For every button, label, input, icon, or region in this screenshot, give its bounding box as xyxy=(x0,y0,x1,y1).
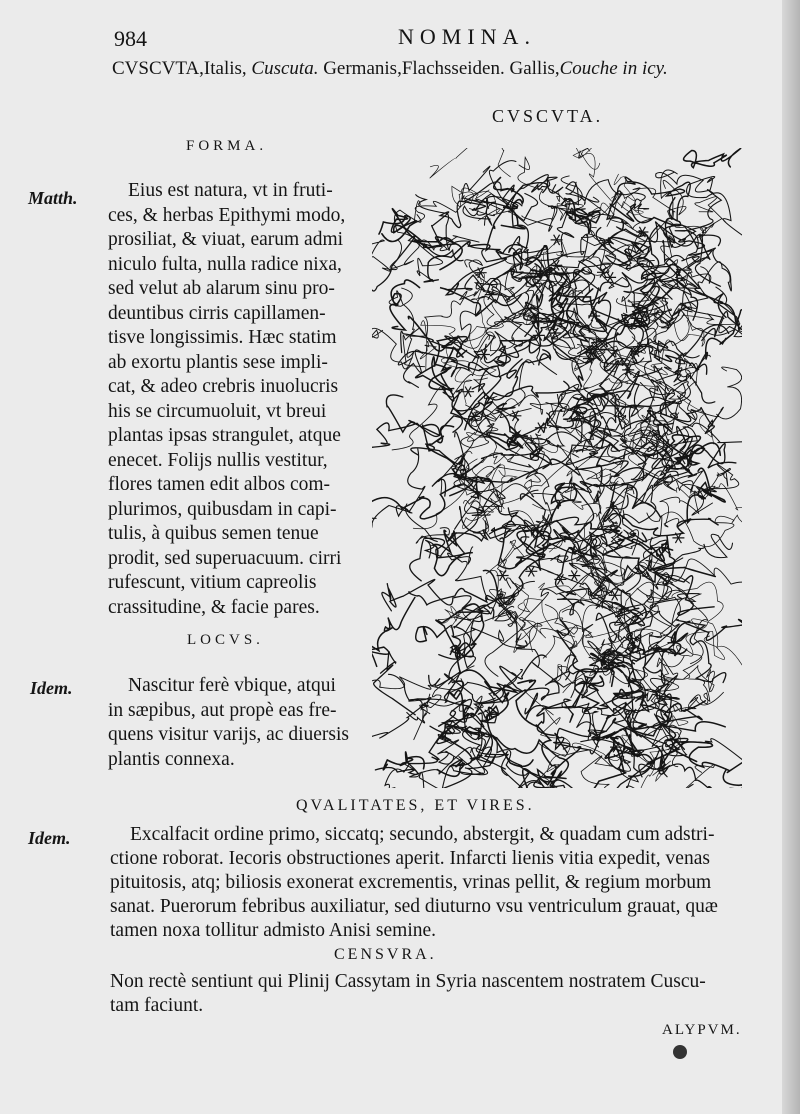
flower-cluster xyxy=(558,268,570,278)
text-line: plurimos, quibusdam in capi- xyxy=(108,498,337,520)
germanis-value: Flachsseiden. xyxy=(401,58,505,79)
text-line: Nascitur ferè vbique, atqui xyxy=(128,675,336,696)
marginal-note-qualitates: Idem. xyxy=(28,828,71,848)
text-line: in sæpibus, aut propè eas fre- xyxy=(108,699,337,721)
tendril xyxy=(494,178,525,229)
tendril xyxy=(684,148,742,168)
text-line: tulis, à quibus semen tenue xyxy=(108,523,319,544)
locus-paragraph xyxy=(108,674,372,772)
figure-title: CVSCVTA. xyxy=(492,106,604,126)
text-line: prodit, sed superuacuum. cirri xyxy=(108,547,342,569)
gallis-label: Gallis, xyxy=(509,58,560,79)
tendril xyxy=(457,604,516,700)
text-line: ctione roborat. Iecoris obstructiones aperit. Infarcti lienis vitia expedit, venas xyxy=(110,848,710,869)
text-line: deuntibus cirris capillamen- xyxy=(108,302,326,324)
marginal-note-forma: Matth. xyxy=(28,188,78,208)
text-line: sanat. Puerorum febribus auxiliatur, sed diuturno vsu ventriculum grauat, quæ xyxy=(110,896,718,917)
text-line: tamen noxa tollitur admisto Anisi semine. xyxy=(110,920,437,941)
text-line: niculo fulta, nulla radice nixa, xyxy=(108,253,342,275)
ink-blot xyxy=(673,1045,687,1059)
tendril xyxy=(518,157,675,256)
tendril xyxy=(657,656,714,692)
running-head: NOMINA. xyxy=(398,24,536,49)
qualitates-paragraph xyxy=(110,823,770,943)
tendril xyxy=(416,625,461,658)
tendril xyxy=(433,530,472,575)
text-line: sed velut ab alarum sinu pro- xyxy=(108,278,335,299)
tendril xyxy=(662,512,743,547)
tendril xyxy=(542,470,619,525)
page-number: 984 xyxy=(114,26,147,51)
catchword: ALYPVM. xyxy=(662,1022,742,1038)
latin-name: CVSCVTA, xyxy=(112,58,204,79)
text-line: plantis connexa. xyxy=(108,748,235,770)
censura-paragraph xyxy=(110,970,770,1018)
flower-cluster xyxy=(551,235,563,245)
section-heading-qualitates: QVALITATES, ET VIRES. xyxy=(296,797,535,814)
tendril xyxy=(695,197,726,238)
text-line: Excalfacit ordine primo, siccatq; secundo, abstergit, & quadam cum adstri- xyxy=(130,824,715,845)
text-line: quens visitur varijs, ac diuersis xyxy=(108,724,349,745)
tendril xyxy=(673,534,732,562)
section-heading-forma: FORMA. xyxy=(186,138,268,154)
tendril xyxy=(410,521,486,581)
section-heading-censura: CENSVRA. xyxy=(334,946,437,963)
text-line: Non rectè sentiunt qui Plinij Cassytam in Syria nascentem nostratem Cuscu- xyxy=(110,971,706,992)
tendril xyxy=(372,484,478,519)
text-line: plantas ipsas strangulet, atque xyxy=(108,425,341,446)
text-line: ab exortu plantis sese impli- xyxy=(108,351,328,373)
section-heading-locus: LOCVS. xyxy=(187,632,264,648)
text-line: enecet. Folijs nullis vestitur, xyxy=(108,449,328,471)
tendril xyxy=(692,464,739,515)
italis-value: Cuscuta. xyxy=(251,58,319,79)
tendril xyxy=(545,605,584,694)
germanis-label: Germanis, xyxy=(323,58,402,79)
gallis-value: Couche in icy. xyxy=(559,58,668,79)
tendril xyxy=(372,328,419,369)
text-line: rufescunt, vitium capreolis xyxy=(108,572,317,593)
marginal-note-locus: Idem. xyxy=(30,678,73,698)
nomina-line xyxy=(112,58,668,80)
text-line: cat, & adeo crebris inuolucris xyxy=(108,376,339,397)
tendril xyxy=(430,148,511,178)
tendril xyxy=(382,579,490,613)
text-line: crassitudine, & facie pares. xyxy=(108,596,320,618)
tendril xyxy=(520,490,565,548)
text-line: tam faciunt. xyxy=(110,995,204,1016)
cuscuta-woodcut-illustration xyxy=(372,148,742,788)
text-line: pituitosis, atq; biliosis exonerat excrementis, vrinas pellit, & regium morbum xyxy=(110,872,712,893)
text-line: prosiliat, & viuat, earum admi xyxy=(108,229,344,250)
flower-cluster xyxy=(604,272,616,282)
tendril xyxy=(372,396,488,447)
text-line: ces, & herbas Epithymi modo, xyxy=(108,204,346,226)
italis-label: Italis, xyxy=(203,58,247,79)
text-line: flores tamen edit albos com- xyxy=(108,474,331,495)
page-edge-shadow xyxy=(782,0,800,1114)
forma-paragraph xyxy=(108,179,372,620)
text-line: tisve longissimis. Hæc statim xyxy=(108,327,337,348)
text-line: Eius est natura, vt in fruti- xyxy=(128,180,333,201)
tendril xyxy=(372,449,425,528)
text-line: his se circumuoluit, vt breui xyxy=(108,400,327,422)
tendril xyxy=(372,597,415,666)
tendril xyxy=(372,240,397,304)
